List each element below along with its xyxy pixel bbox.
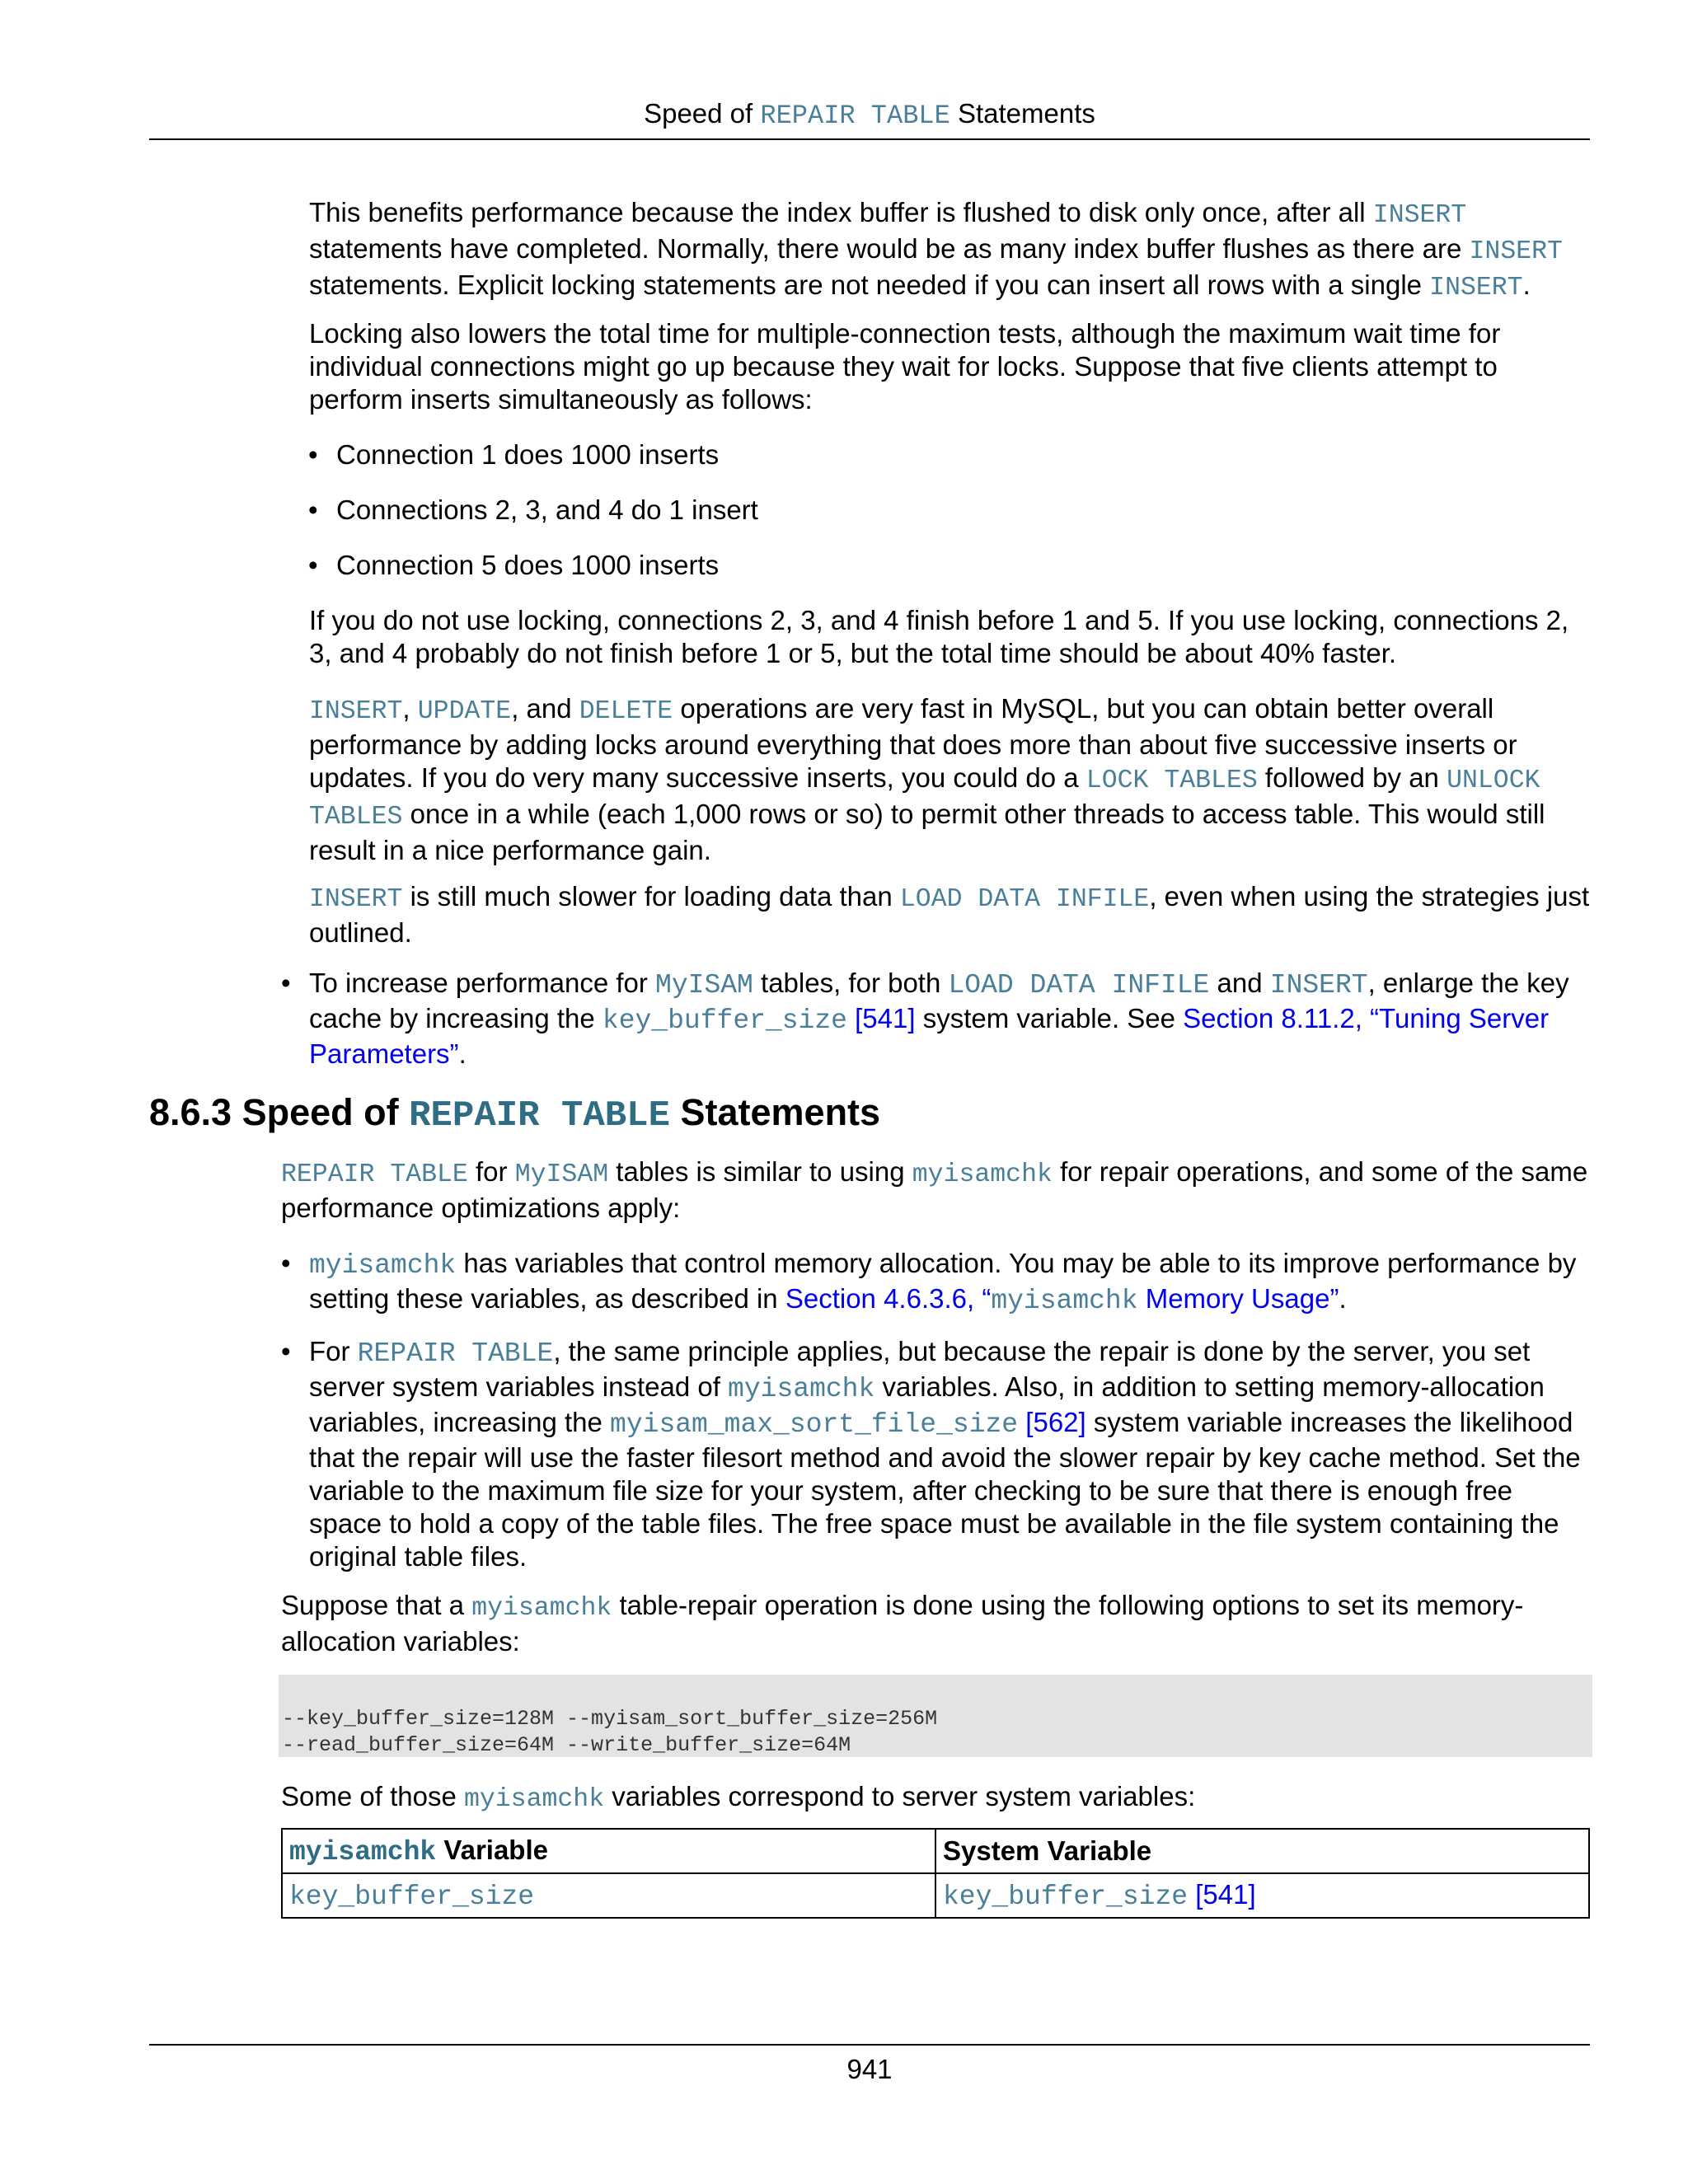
table-header-system-variable: System Variable [935, 1829, 1589, 1873]
running-header: Speed of REPAIR TABLE Statements [149, 97, 1590, 140]
section-heading: 8.6.3 Speed of REPAIR TABLE Statements [149, 1091, 881, 1137]
table-cell: key_buffer_size [541] [935, 1873, 1589, 1918]
table-header-myisamchk-variable: myisamchk Variable [282, 1829, 935, 1873]
variables-table [281, 1828, 1590, 1919]
paragraph-suppose-options: Suppose that a myisamchk table-repair operation is done using the following options to set its memory-allocation variables: [281, 1590, 1524, 1657]
paragraph-repair-table: REPAIR TABLE for MyISAM tables is similar to using myisamchk for repair operations, and some of the same performance optimizations apply: [281, 1156, 1588, 1223]
table-row [282, 1873, 1589, 1918]
ref-link-541[interactable]: [541] [1188, 1879, 1256, 1910]
paragraph-index-buffer: This benefits performance because the index buffer is flushed to disk only once, after all INSERT statements have completed. Normally, there would be as many index buffer flushes as there are INSERT statements. Explicit locking statements are not needed if you can insert all rows with a single INSERT. [309, 197, 1563, 302]
paragraph-insert-update-delete: INSERT, UPDATE, and DELETE operations are very fast in MySQL, but you can obtain better overall performance by adding locks around everything that does more than about five successive inserts or updates. If you do very many successive inserts, you could do a LOCK TABLES followed by an UNLOCK TABLES once in a while (each 1,000 rows or so) to permit other threads to access table. This would still result in a nice performance gain. [309, 693, 1545, 865]
list-item: • Connection 5 does 1000 inserts [308, 550, 720, 580]
link-tuning-server-parameters[interactable]: Section 8.11.2, “Tuning Server Parameters” [309, 1003, 1550, 1069]
bullet-repair-table-server: • For REPAIR TABLE, the same principle applies, but because the repair is done by the server, you set server system variables instead of myisamchk variables. Also, in addition to setting memory-allocation variables, increasing the myisam_max_sort_file_size [562] system variable increases the likelihood that the repair will use the faster filesort method and avoid the slower repair by key cache method. Set the variable to the maximum file size for your system, after checking to be sure that there is enough free space to hold a copy of the table files. The free space must be available in the file system containing the original table files. [281, 1336, 1581, 1572]
paragraph-locking-result: If you do not use locking, connections 2, 3, and 4 finish before 1 and 5. If you use locking, connections 2, 3, and 4 probably do not finish before 1 or 5, but the total time should be about 40% faster. [309, 605, 1569, 668]
page-number: 941 [846, 2054, 893, 2084]
paragraph-load-data: INSERT is still much slower for loading data than LOAD DATA INFILE, even when using the strategies just outlined. [309, 881, 1590, 948]
ref-link-562[interactable]: [562] [1018, 1407, 1086, 1437]
table-cell: key_buffer_size [282, 1873, 935, 1918]
bullet-myisamchk-variables: • myisamchk has variables that control memory allocation. You may be able to its improve performance by setting these variables, as described in Section 4.6.3.6, “myisamchk Memory Usage”. [281, 1248, 1577, 1316]
paragraph-locking-time: Locking also lowers the total time for multiple-connection tests, although the maximum wait time for individual connections might go up because they wait for locks. Suppose that five clients attempt to perform inserts simultaneously as follows: [309, 318, 1501, 415]
table-header-row [282, 1829, 1589, 1873]
paragraph-correspond: Some of those myisamchk variables correspond to server system variables: [281, 1781, 1196, 1814]
bullet-key-cache: • To increase performance for MyISAM tables, for both LOAD DATA INFILE and INSERT, enlarge the key cache by increasing the key_buffer_size [541] system variable. See Section 8.11.2, “Tuning Server Parameters”. [281, 968, 1569, 1069]
ref-link-541[interactable]: [541] [846, 1003, 916, 1033]
list-item: • Connections 2, 3, and 4 do 1 insert [308, 494, 758, 525]
link-myisamchk-memory-usage[interactable]: Section 4.6.3.6, “myisamchk Memory Usage” [785, 1283, 1339, 1316]
code-block: --key_buffer_size=128M --myisam_sort_buffer_size=256M --read_buffer_size=64M --write_buffer_size=64M [279, 1675, 1592, 1757]
list-item: • Connection 1 does 1000 inserts [308, 439, 720, 470]
page-footer [149, 2044, 1590, 2085]
